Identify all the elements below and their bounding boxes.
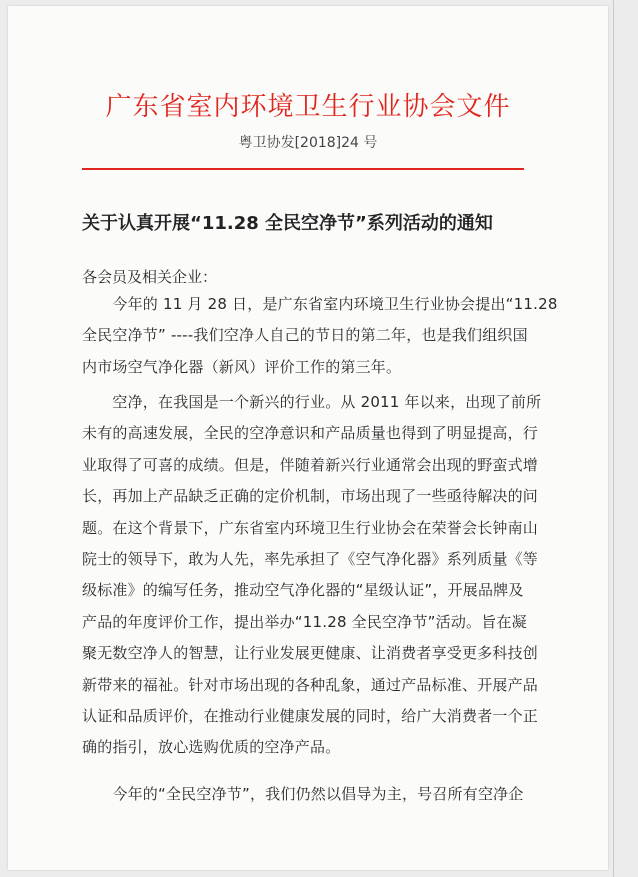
paragraph-1 (82, 289, 558, 383)
scan-page-edge (613, 0, 614, 877)
paragraph-line: 级标准》的编写任务，推动空气净化器的“星级认证”，开展品牌及 (82, 581, 524, 600)
paragraph-line: 业取得了可喜的成绩。但是，伴随着新兴行业通常会出现的野蛮式增 (82, 455, 539, 474)
paragraph-line: 认证和品质评价，在推动行业健康发展的同时，给广大消费者一个正 (82, 706, 539, 725)
document-page (8, 6, 608, 870)
paragraph-line: 确的指引，放心选购优质的空净产品。 (82, 738, 341, 757)
paragraph-line: 今年的“全民空净节”，我们仍然以倡导为主，号召所有空净企 (82, 785, 524, 803)
paragraph-line: 未有的高速发展，全民的空净意识和产品质量也得到了明显提高，行 (82, 424, 539, 443)
paragraph-line: 新带来的福祉。针对市场出现的各种乱象，通过产品标准、开展产品 (82, 675, 539, 694)
document-number: 粤卫协发[2018]24 号 (238, 135, 378, 151)
paragraph-line: 空净，在我国是一个新兴的行业。从 2011 年以来，出现了前所 (82, 393, 542, 411)
salutation: 各会员及相关企业： (82, 268, 218, 286)
paragraph-3 (82, 779, 528, 810)
paragraph-line: 今年的 11 月 28 日，是广东省室内环境卫生行业协会提出“11.28 (82, 295, 558, 313)
paragraph-line: 题。在这个背景下，广东省室内环境卫生行业协会在荣誉会长钟南山 (82, 518, 539, 537)
header-divider-rule (82, 168, 524, 170)
paragraph-line: 长，再加上产品缺乏正确的定价机制，市场出现了一些亟待解决的问 (82, 487, 539, 506)
paragraph-line: 聚无数空净人的智慧，让行业发展更健康、让消费者享受更多科技创 (82, 644, 539, 663)
document-subject: 关于认真开展“11.28 全民空净节”系列活动的通知 (82, 213, 493, 234)
paragraph-line: 产品的年度评价工作，提出举办“11.28 全民空净节”活动。旨在凝 (82, 612, 527, 631)
paragraph-line: 全民空净节” ----我们空净人自己的节日的第二年，也是我们组织国 (82, 326, 528, 345)
paragraph-line: 院士的领导下，敢为人先，率先承担了《空气净化器》系列质量《等 (82, 549, 539, 568)
paragraph-2 (82, 387, 542, 764)
paragraph-line: 内市场空气净化器（新风）评价工作的第三年。 (82, 357, 402, 376)
document-header-title: 广东省室内环境卫生行业协会文件 (105, 92, 511, 122)
